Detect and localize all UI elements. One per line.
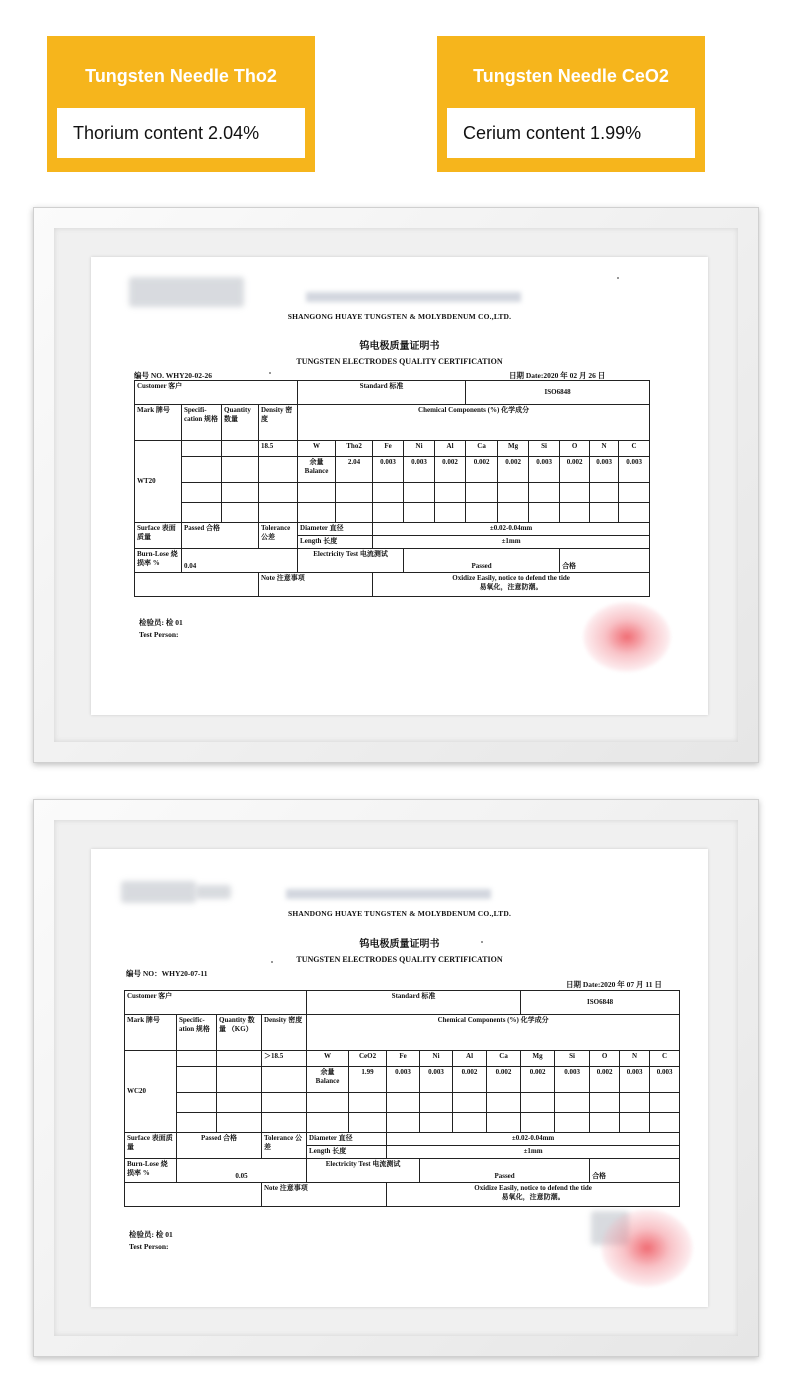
element-w: W [307, 1051, 349, 1067]
note-text: Oxidize Easily, notice to defend the tide [474, 1184, 592, 1192]
element-o: O [560, 441, 590, 457]
test-person: Test Person: [139, 630, 179, 639]
blurred-logo [121, 881, 196, 903]
surface-label: Surface 表面质量 [135, 523, 182, 549]
value-ni: 0.003 [404, 457, 435, 483]
test-person: Test Person: [129, 1242, 169, 1251]
value-ca: 0.002 [487, 1067, 521, 1093]
mark-label: Mark 牌号 [135, 405, 182, 441]
length-label: Length 长度 [298, 536, 373, 549]
badge-title: Tungsten Needle Tho2 [85, 66, 277, 86]
certificate-number: 编号 NO：WHY20-07-11 [126, 969, 208, 978]
value-mg: 0.002 [498, 457, 529, 483]
electricity-value: Passed [420, 1159, 590, 1183]
diameter-label: Diameter 直径 [307, 1133, 387, 1146]
note-text: Oxidize Easily, notice to defend the tide [452, 574, 570, 582]
note-value [373, 573, 650, 597]
mark-label: Mark 牌号 [125, 1015, 177, 1051]
element-al: Al [435, 441, 466, 457]
value-si: 0.003 [529, 457, 560, 483]
certificate-paper [91, 257, 708, 715]
element-ni: Ni [420, 1051, 453, 1067]
element-mg: Mg [521, 1051, 555, 1067]
element-c: C [650, 1051, 680, 1067]
electricity-label: Electricity Test 电流测试 [298, 549, 404, 573]
company-name: SHANDONG HUAYE TUNGSTEN & MOLYBDENUM CO.,LTD. [287, 909, 512, 918]
burn-value: 0.04 [182, 549, 298, 573]
element-n: N [590, 441, 619, 457]
chemical-label: Chemical Components (%) 化学成分 [307, 1015, 680, 1051]
tolerance-label: Tolerance 公差 [259, 523, 298, 549]
element-o: O [590, 1051, 620, 1067]
value-c: 0.003 [619, 457, 650, 483]
chemical-label: Chemical Components (%) 化学成分 [298, 405, 650, 441]
element-fe: Fe [373, 441, 404, 457]
density-label: Density 密度 [259, 405, 298, 441]
diameter-value: ±0.02-0.04mm [373, 523, 650, 536]
surface-value: Passed 合格 [182, 523, 259, 549]
badge-thorium [47, 36, 315, 172]
red-stamp [583, 602, 671, 672]
standard-value: ISO6848 [521, 991, 680, 1015]
diameter-value: ±0.02-0.04mm [387, 1133, 680, 1146]
element-n: N [620, 1051, 650, 1067]
element-fe: Fe [387, 1051, 420, 1067]
chemical-table [124, 990, 680, 1207]
length-label: Length 长度 [307, 1146, 387, 1159]
chemical-table [134, 380, 650, 597]
red-stamp [601, 1209, 693, 1287]
certificate-number: 编号 NO. WHY20-02-26 [134, 371, 212, 380]
surface-label: Surface 表面质量 [125, 1133, 177, 1159]
value-o: 0.002 [560, 457, 590, 483]
inspector: 检验员: 检 01 [139, 618, 183, 627]
electricity-value: Passed [404, 549, 560, 573]
burn-value: 0.05 [177, 1159, 307, 1183]
blurred-company-cn [306, 292, 521, 302]
length-value: ±1mm [373, 536, 650, 549]
length-value: ±1mm [387, 1146, 680, 1159]
density-value: ＞18.5 [262, 1051, 307, 1067]
value-fe: 0.003 [373, 457, 404, 483]
title-cn: 钨电极质量证明书 [359, 341, 440, 352]
tolerance-label: Tolerance 公差 [262, 1133, 307, 1159]
certificate-date: 日期 Date:2020 年 07 月 11 日 [566, 980, 662, 989]
value-ni: 0.003 [420, 1067, 453, 1093]
note-label: Note 注意事项 [259, 573, 373, 597]
title-cn: 钨电极质量证明书 [359, 939, 440, 950]
mark-value: WT20 [135, 441, 182, 523]
surface-value: Passed 合格 [177, 1133, 262, 1159]
note-value [387, 1183, 680, 1207]
element-oxide: CeO2 [349, 1051, 387, 1067]
value-fe: 0.003 [387, 1067, 420, 1093]
diameter-label: Diameter 直径 [298, 523, 373, 536]
certificate-date: 日期 Date:2020 年 02 月 26 日 [509, 371, 606, 380]
burn-label: Burn-Lose 烧损率 % [125, 1159, 177, 1183]
element-oxide: Tho2 [336, 441, 373, 457]
electricity-cn: 合格 [560, 549, 650, 573]
standard-label: Standard 标准 [298, 381, 466, 405]
value-ca: 0.002 [466, 457, 498, 483]
value-w: 余量 Balance [307, 1067, 349, 1093]
element-si: Si [529, 441, 560, 457]
value-al: 0.002 [453, 1067, 487, 1093]
spec-label: Specific- ation 规格 [177, 1015, 217, 1051]
value-o: 0.002 [590, 1067, 620, 1093]
value-w: 余量 Balance [298, 457, 336, 483]
element-mg: Mg [498, 441, 529, 457]
element-ni: Ni [404, 441, 435, 457]
company-name: SHANGONG HUAYE TUNGSTEN & MOLYBDENUM CO.,LTD. [287, 312, 512, 321]
mark-value: WC20 [125, 1051, 177, 1133]
badge-content: Thorium content 2.04% [57, 108, 305, 158]
certificate-frame-thorium [33, 207, 759, 763]
density-label: Density 密度 [262, 1015, 307, 1051]
note-text-cn: 易氧化，注意防潮。 [479, 583, 543, 591]
badge-content: Cerium content 1.99% [447, 108, 695, 158]
quantity-label: Quantity 数量 （KG） [217, 1015, 262, 1051]
element-si: Si [555, 1051, 590, 1067]
value-n: 0.003 [590, 457, 619, 483]
customer-label: Customer 客户 [135, 381, 298, 405]
note-text-cn: 易氧化，注意防潮。 [501, 1193, 565, 1201]
value-al: 0.002 [435, 457, 466, 483]
value-c: 0.003 [650, 1067, 680, 1093]
value-oxide: 1.99 [349, 1067, 387, 1093]
title-en: TUNGSTEN ELECTRODES QUALITY CERTIFICATION [296, 357, 503, 366]
note-label: Note 注意事项 [262, 1183, 387, 1207]
inspector: 检验员: 检 01 [129, 1230, 173, 1239]
title-en: TUNGSTEN ELECTRODES QUALITY CERTIFICATION [296, 955, 503, 964]
certificate-frame-cerium [33, 799, 759, 1357]
badge-title: Tungsten Needle CeO2 [473, 66, 669, 86]
element-w: W [298, 441, 336, 457]
density-value: 18.5 [259, 441, 298, 457]
value-n: 0.003 [620, 1067, 650, 1093]
value-mg: 0.002 [521, 1067, 555, 1093]
badge-cerium [437, 36, 705, 172]
standard-value: ISO6848 [466, 381, 650, 405]
standard-label: Standard 标准 [307, 991, 521, 1015]
value-oxide: 2.04 [336, 457, 373, 483]
quantity-label: Quantity 数量 [222, 405, 259, 441]
value-si: 0.003 [555, 1067, 590, 1093]
customer-label: Customer 客户 [125, 991, 307, 1015]
element-al: Al [453, 1051, 487, 1067]
electricity-label: Electricity Test 电流测试 [307, 1159, 420, 1183]
blurred-company-cn [286, 889, 491, 899]
blurred-logo [129, 277, 244, 307]
element-ca: Ca [466, 441, 498, 457]
burn-label: Burn-Lose 烧损率 % [135, 549, 182, 573]
electricity-cn: 合格 [590, 1159, 680, 1183]
certificate-paper [91, 849, 708, 1307]
element-ca: Ca [487, 1051, 521, 1067]
element-c: C [619, 441, 650, 457]
spec-label: Specifi- cation 规格 [182, 405, 222, 441]
